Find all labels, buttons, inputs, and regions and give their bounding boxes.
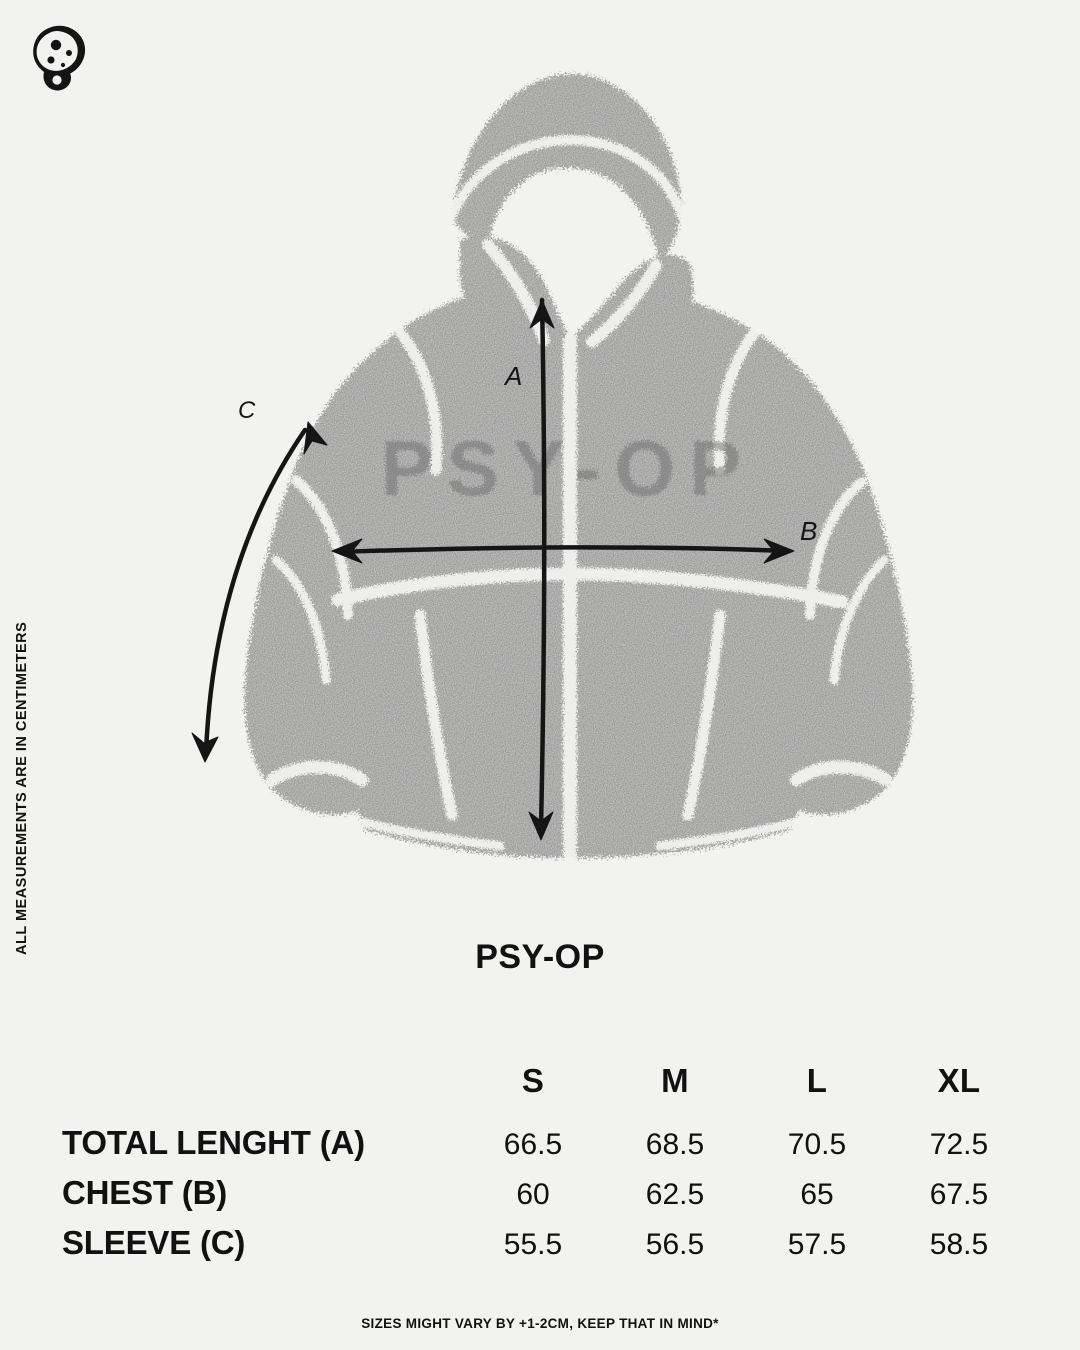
chest-s: 60: [516, 1177, 550, 1211]
table-row: [62, 1218, 1030, 1268]
total-length-s: 66.5: [503, 1127, 563, 1161]
disclaimer-note: SIZES MIGHT VARY BY +1-2CM, KEEP THAT IN MIND*: [361, 1316, 719, 1331]
total-length-m: 68.5: [645, 1127, 705, 1161]
table-row: [62, 1168, 1030, 1218]
size-header-m: M: [661, 1062, 689, 1099]
brand-logo: [22, 22, 94, 94]
sleeve-xl: 58.5: [929, 1227, 989, 1261]
sleeve-m: 56.5: [645, 1227, 705, 1261]
chest-xl: 67.5: [929, 1177, 989, 1211]
sleeve-l: 57.5: [787, 1227, 847, 1261]
row-label-total-length: TOTAL LENGHT (A): [62, 1124, 365, 1161]
chest-print-text: [381, 424, 755, 512]
chest-m: 62.5: [645, 1177, 705, 1211]
table-corner-cell: [62, 1062, 462, 1118]
size-chart-table: [62, 1062, 1030, 1268]
row-label-chest: CHEST (B): [62, 1173, 228, 1211]
size-header-l: L: [806, 1062, 828, 1099]
measurement-units-note: ALL MEASUREMENTS ARE IN CENTIMETERS: [14, 621, 30, 955]
product-name: PSY-OP: [475, 938, 605, 976]
row-label-sleeve: SLEEVE (C): [62, 1223, 246, 1261]
total-length-l: 70.5: [787, 1127, 847, 1161]
chest-l: 65: [800, 1177, 834, 1211]
svg-text:C: C: [238, 397, 256, 424]
total-length-xl: 72.5: [929, 1127, 989, 1161]
size-header-s: S: [521, 1062, 545, 1099]
svg-text:A: A: [505, 361, 523, 391]
garment-illustration: [100, 40, 980, 920]
svg-text:B: B: [800, 516, 818, 546]
table-row: [62, 1118, 1030, 1168]
sleeve-s: 55.5: [503, 1227, 563, 1261]
svg-text:PSY-OP: PSY-OP: [380, 424, 756, 512]
table-header-row: [62, 1062, 1030, 1118]
size-header-xl: XL: [937, 1062, 981, 1099]
